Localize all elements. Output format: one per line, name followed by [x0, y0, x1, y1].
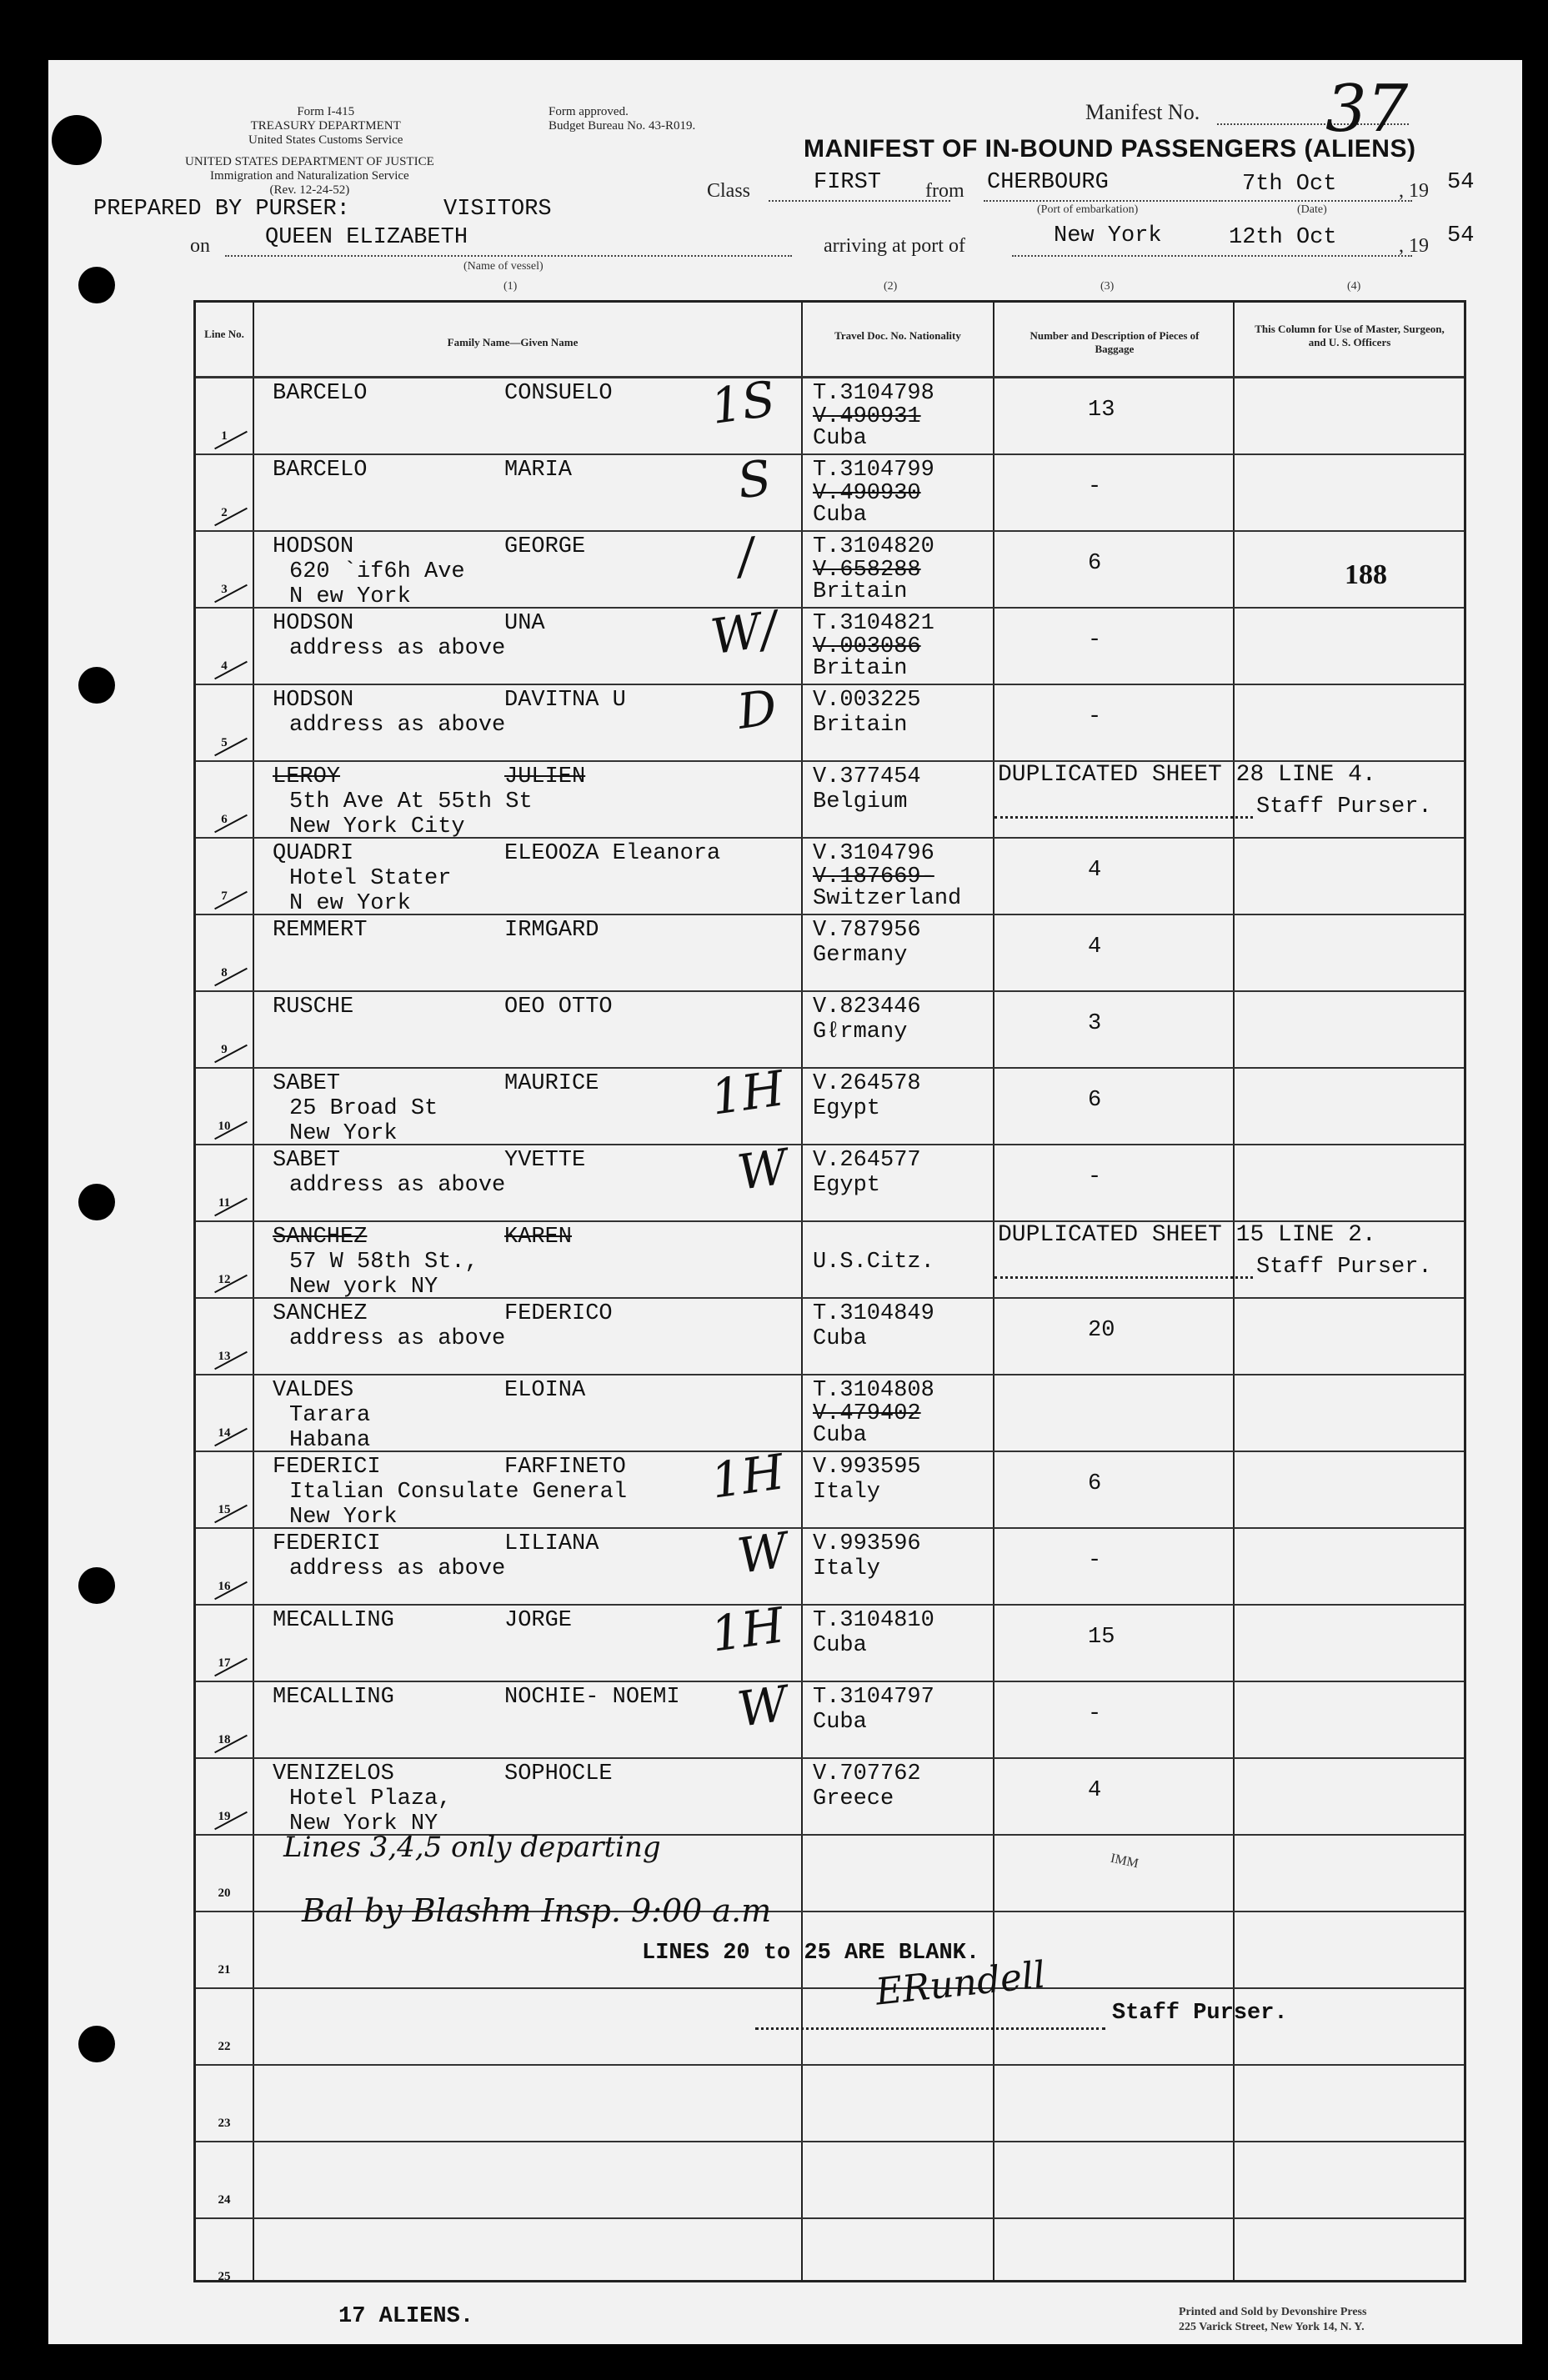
- duplicated-note: DUPLICATED SHEET 28 LINE 4.: [998, 762, 1376, 788]
- baggage-count: 6: [1088, 551, 1102, 576]
- handwritten-mark: W: [734, 1521, 792, 1585]
- header-officers: This Column for Use of Master, Surgeon, and U. S. Officers: [1255, 323, 1445, 348]
- table-row: [196, 1221, 1464, 1298]
- baggage-count: 20: [1088, 1318, 1115, 1343]
- travel-doc-number: V.264577: [813, 1148, 921, 1173]
- table-row: [196, 838, 1464, 914]
- family-name: RUSCHE: [273, 995, 354, 1020]
- table-row: [196, 1060, 1464, 1146]
- treasury-dept: TREASURY DEPARTMENT: [250, 119, 401, 133]
- nationality: Italy: [813, 1480, 881, 1505]
- line-number: 20: [218, 1886, 231, 1900]
- table-row: [196, 1298, 1464, 1375]
- line-number: 15: [218, 1503, 231, 1516]
- family-name: MECALLING: [273, 1685, 394, 1710]
- line-number: 10: [218, 1120, 231, 1133]
- class-label: Class: [707, 180, 751, 202]
- travel-doc-number: T.3104820: [813, 534, 934, 559]
- table-row: [196, 599, 1464, 684]
- address-line: New York: [289, 1121, 398, 1146]
- line-number: 6: [221, 813, 228, 826]
- baggage-count: 4: [1088, 1778, 1102, 1803]
- port-caption: (Port of embarkation): [1037, 203, 1139, 216]
- family-name: MECALLING: [273, 1608, 394, 1633]
- travel-doc-number: V.264578: [813, 1071, 921, 1096]
- header-line-no: Line No.: [204, 328, 244, 340]
- form-number: Form I-415: [297, 105, 355, 118]
- table-row: [196, 1521, 1464, 1605]
- address-line: New York: [289, 1505, 398, 1530]
- table-row: [196, 1758, 1464, 1835]
- given-name: FARFINETO: [504, 1455, 626, 1480]
- printer-line-2: 225 Varick Street, New York 14, N. Y.: [1179, 2321, 1365, 2333]
- arrival-year: 54: [1447, 223, 1475, 248]
- nationality: Cuba: [813, 1710, 867, 1735]
- line-number: 25: [218, 2270, 231, 2283]
- visitors-label: VISITORS: [443, 197, 552, 222]
- handwritten-mark: W/: [707, 599, 781, 666]
- staff-purser-note: Staff Purser.: [1256, 794, 1432, 819]
- line-number: 3: [221, 583, 228, 596]
- punch-hole: [52, 115, 102, 165]
- nationality: Belgium: [813, 789, 908, 814]
- line-number: 9: [221, 1043, 228, 1056]
- year-prefix: , 19: [1399, 180, 1429, 202]
- family-name: HODSON: [273, 688, 354, 713]
- handwritten-mark: D: [734, 679, 781, 740]
- table-row: [196, 1375, 1464, 1451]
- form-approved: Form approved.: [549, 105, 629, 118]
- nationality: Cuba: [813, 426, 867, 451]
- family-name: SABET: [273, 1148, 341, 1173]
- header-name: Family Name—Given Name: [447, 336, 579, 348]
- travel-doc-number: V.490931: [813, 404, 921, 429]
- approval-block: [549, 105, 695, 133]
- given-name: GEORGE: [504, 534, 586, 559]
- family-name: SABET: [273, 1071, 341, 1096]
- travel-doc-number: T.3104808: [813, 1378, 934, 1403]
- line-number: 23: [218, 2117, 231, 2130]
- passenger-table: [193, 300, 1466, 2282]
- given-name: CONSUELO: [504, 381, 613, 406]
- address-line: Hotel Stater: [289, 866, 452, 891]
- table-row: [196, 991, 1464, 1068]
- printer-line-1: Printed and Sold by Devonshire Press: [1179, 2306, 1367, 2318]
- address-line: Italian Consulate General: [289, 1480, 628, 1505]
- handwritten-mark: 1H: [707, 1596, 788, 1663]
- travel-doc-number: V.479402: [813, 1401, 921, 1426]
- address-line: 25 Broad St: [289, 1096, 438, 1121]
- signature-dots: [994, 816, 1253, 819]
- vessel-caption: (Name of vessel): [463, 260, 544, 273]
- rev-line: (Rev. 12-24-52): [269, 183, 350, 197]
- address-line: 5th Ave At 55th St: [289, 789, 533, 814]
- nationality: Britain: [813, 579, 908, 604]
- travel-doc-number: V.787956: [813, 918, 921, 943]
- table-row: [196, 1596, 1464, 1681]
- duplicated-note: DUPLICATED SHEET 15 LINE 2.: [998, 1222, 1376, 1248]
- travel-doc-number: V.187669-: [813, 864, 934, 889]
- class-underline: [769, 200, 950, 202]
- family-name: HODSON: [273, 534, 354, 559]
- travel-doc-number: V.707762: [813, 1761, 921, 1786]
- address-line: New york NY: [289, 1275, 438, 1300]
- header-travel-doc: Travel Doc. No. Nationality: [834, 329, 961, 342]
- handwritten-mark: 1H: [707, 1060, 788, 1126]
- travel-doc-number: V.658288: [813, 558, 921, 583]
- line-number: 4: [221, 659, 228, 673]
- travel-doc-number: V.490930: [813, 481, 921, 506]
- port-underline: [984, 200, 1217, 202]
- address-line: address as above: [289, 713, 506, 738]
- vessel-name: QUEEN ELIZABETH: [265, 225, 468, 250]
- line-number: 1: [221, 429, 228, 443]
- arrival-underline: [1012, 255, 1412, 257]
- handwritten-mark: /: [734, 526, 759, 586]
- table-row: [196, 448, 1464, 531]
- travel-doc-number: T.3104798: [813, 381, 934, 406]
- table-row: [196, 1675, 1464, 1758]
- prepared-by-label: PREPARED BY PURSER:: [93, 197, 350, 222]
- given-name: MARIA: [504, 458, 573, 483]
- vessel-underline: [225, 255, 792, 257]
- address-line: Habana: [289, 1428, 371, 1453]
- baggage-count: 4: [1088, 858, 1102, 883]
- address-line: N ew York: [289, 891, 411, 916]
- line-number: 7: [221, 889, 228, 903]
- line-number: 16: [218, 1580, 231, 1593]
- nationality: Gℓrmany: [813, 1020, 908, 1045]
- date-caption: (Date): [1297, 203, 1327, 216]
- blank-lines-note: LINES 20 to 25 ARE BLANK.: [642, 1941, 980, 1966]
- travel-doc-number: T.3104810: [813, 1608, 934, 1633]
- line-number: 22: [218, 2040, 231, 2053]
- given-name: YVETTE: [504, 1148, 586, 1173]
- travel-doc-number: V.003225: [813, 688, 921, 713]
- arrival-date: 12th Oct: [1229, 225, 1337, 250]
- table-row: [196, 1443, 1464, 1530]
- nationality: Greece: [813, 1786, 894, 1811]
- baggage-count: 15: [1088, 1625, 1115, 1650]
- signature-dots: [755, 2027, 1105, 2030]
- nationality: Germany: [813, 943, 908, 968]
- form-id-block: [248, 105, 403, 148]
- table-row: [196, 761, 1464, 838]
- arriving-label: arriving at port of: [824, 235, 965, 257]
- travel-doc-number: V.3104796: [813, 841, 934, 866]
- nationality: Cuba: [813, 1326, 867, 1351]
- nationality: Egypt: [813, 1096, 881, 1121]
- col-num-4: (4): [1347, 280, 1361, 293]
- given-name: IRMGARD: [504, 918, 599, 943]
- punch-hole: [78, 667, 115, 704]
- line-number: 5: [221, 736, 228, 749]
- given-name: DAVITNA U: [504, 688, 626, 713]
- date-underline: [1219, 200, 1412, 202]
- table-row: [196, 2065, 1464, 2142]
- family-name: VENIZELOS: [273, 1761, 394, 1786]
- line-number: 19: [218, 1810, 231, 1823]
- customs-service: United States Customs Service: [248, 133, 403, 147]
- page-title: MANIFEST OF IN-BOUND PASSENGERS (ALIENS): [804, 135, 1416, 163]
- aliens-count: 17 ALIENS.: [338, 2304, 474, 2329]
- family-name: REMMERT: [273, 918, 368, 943]
- col-num-2: (2): [884, 280, 898, 293]
- nationality: Cuba: [813, 1633, 867, 1658]
- staff-purser-note: Staff Purser.: [1256, 1255, 1432, 1280]
- travel-doc-number: T.3104799: [813, 458, 934, 483]
- col-num-1: (1): [503, 280, 518, 293]
- arrival-port: New York: [1054, 223, 1162, 248]
- address-line: address as above: [289, 1326, 506, 1351]
- line-number: 2: [221, 506, 228, 519]
- table-row: [196, 2218, 1464, 2295]
- handwritten-mark: W: [734, 1675, 792, 1738]
- table-row: [196, 526, 1464, 609]
- line-number: 18: [218, 1733, 231, 1746]
- travel-doc-number: V.003086: [813, 634, 921, 659]
- doj-block: [185, 155, 434, 198]
- travel-doc-number: T.3104821: [813, 611, 934, 636]
- family-name: QUADRI: [273, 841, 354, 866]
- address-line: Tarara: [289, 1403, 371, 1428]
- given-name: OEO OTTO: [504, 995, 613, 1020]
- signature-dots: [994, 1276, 1253, 1279]
- baggage-count: 6: [1088, 1471, 1102, 1496]
- given-name: KAREN: [504, 1225, 573, 1250]
- nationality: U.S.Citz.: [813, 1250, 934, 1275]
- baggage-count: -: [1088, 1548, 1102, 1573]
- table-row: [196, 369, 1464, 454]
- handwritten-mark: 1S: [707, 369, 779, 436]
- nationality: Egypt: [813, 1173, 881, 1198]
- given-name: NOCHIE- NOEMI: [504, 1685, 680, 1710]
- on-label: on: [190, 235, 210, 257]
- nationality: Italy: [813, 1556, 881, 1581]
- given-name: SOPHOCLE: [504, 1761, 613, 1786]
- embarkation-date: 7th Oct: [1242, 172, 1337, 197]
- family-name: VALDES: [273, 1378, 354, 1403]
- address-line: 620 `if6h Ave: [289, 559, 465, 584]
- handwritten-mark: S: [734, 448, 775, 510]
- punch-hole: [78, 267, 115, 303]
- travel-doc-number: V.993595: [813, 1455, 921, 1480]
- handwritten-note-lines: Lines 3,4,5 only departing: [283, 1831, 661, 1864]
- table-row: [196, 679, 1464, 761]
- table-body: [196, 369, 1464, 2283]
- baggage-count: 6: [1088, 1088, 1102, 1113]
- nationality: Cuba: [813, 503, 867, 528]
- purser-signature: ERundell: [873, 1953, 1048, 2014]
- ins-line: Immigration and Naturalization Service: [210, 169, 409, 183]
- given-name: ELEOOZA Eleanora: [504, 841, 721, 866]
- baggage-count: -: [1088, 474, 1102, 499]
- travel-doc-number: V.993596: [813, 1531, 921, 1556]
- address-line: address as above: [289, 1556, 506, 1581]
- handwritten-mark: 1H: [707, 1443, 788, 1510]
- table-row: [196, 2142, 1464, 2218]
- budget-bureau: Budget Bureau No. 43-R019.: [549, 119, 696, 133]
- col-num-3: (3): [1100, 280, 1115, 293]
- family-name: SANCHEZ: [273, 1225, 368, 1250]
- address-line: address as above: [289, 1173, 506, 1198]
- travel-doc-number: V.377454: [813, 764, 921, 789]
- officer-note: 188: [1345, 559, 1387, 590]
- family-name: FEDERICI: [273, 1455, 381, 1480]
- line-number: 11: [218, 1196, 231, 1210]
- family-name: HODSON: [273, 611, 354, 636]
- given-name: ELOINA: [504, 1378, 586, 1403]
- handwritten-mark: W: [734, 1138, 792, 1201]
- table-row: [196, 1138, 1464, 1221]
- line-number: 12: [218, 1273, 231, 1286]
- address-line: N ew York: [289, 584, 411, 609]
- address-line: Hotel Plaza,: [289, 1786, 452, 1811]
- header-baggage: Number and Description of Pieces of Baggage: [1029, 329, 1200, 355]
- table-row: [196, 914, 1464, 991]
- baggage-count: -: [1088, 704, 1102, 729]
- doj-line: UNITED STATES DEPARTMENT OF JUSTICE: [185, 155, 434, 168]
- baggage-count: 4: [1088, 934, 1102, 960]
- given-name: FEDERICO: [504, 1301, 613, 1326]
- punch-hole: [78, 1184, 115, 1220]
- family-name: BARCELO: [273, 458, 368, 483]
- port-of-embarkation: CHERBOURG: [987, 170, 1109, 195]
- family-name: BARCELO: [273, 381, 368, 406]
- nationality: Switzerland: [813, 886, 962, 911]
- address-line: 57 W 58th St.,: [289, 1250, 478, 1275]
- travel-doc-number: T.3104849: [813, 1301, 934, 1326]
- imm-stamp: IMM: [1109, 1851, 1140, 1871]
- address-line: New York City: [289, 814, 465, 839]
- nationality: Cuba: [813, 1423, 867, 1448]
- punch-hole: [78, 1567, 115, 1604]
- given-name: JULIEN: [504, 764, 586, 789]
- line-number: 14: [218, 1426, 231, 1440]
- line-number: 8: [221, 966, 228, 980]
- travel-doc-number: V.823446: [813, 995, 921, 1020]
- manifest-no-label: Manifest No.: [1085, 100, 1200, 124]
- handwritten-note-inspection: Bal by Blashm Insp. 9:00 a.m: [302, 1892, 772, 1929]
- punch-hole: [78, 2026, 115, 2062]
- baggage-count: 3: [1088, 1011, 1102, 1036]
- line-number: 17: [218, 1656, 231, 1670]
- class-value: FIRST: [814, 170, 882, 195]
- given-name: MAURICE: [504, 1071, 599, 1096]
- given-name: UNA: [504, 611, 545, 636]
- baggage-count: -: [1088, 1701, 1102, 1726]
- line-number: 24: [218, 2193, 231, 2207]
- baggage-count: 13: [1088, 398, 1115, 423]
- embarkation-year: 54: [1447, 170, 1475, 195]
- nationality: Britain: [813, 713, 908, 738]
- address-line: address as above: [289, 636, 506, 661]
- table-row: [196, 1988, 1464, 2065]
- address-line: New York NY: [289, 1811, 438, 1836]
- from-label: from: [925, 180, 964, 202]
- given-name: JORGE: [504, 1608, 573, 1633]
- family-name: LEROY: [273, 764, 341, 789]
- travel-doc-number: T.3104797: [813, 1685, 934, 1710]
- given-name: LILIANA: [504, 1531, 599, 1556]
- line-number: 13: [218, 1350, 231, 1363]
- line-number: 21: [218, 1963, 231, 1977]
- nationality: Britain: [813, 656, 908, 681]
- family-name: SANCHEZ: [273, 1301, 368, 1326]
- baggage-count: -: [1088, 1165, 1102, 1190]
- staff-purser-label: Staff Purser.: [1112, 2001, 1288, 2026]
- year-prefix: , 19: [1399, 235, 1429, 257]
- family-name: FEDERICI: [273, 1531, 381, 1556]
- baggage-count: -: [1088, 628, 1102, 653]
- manifest-number: 37: [1325, 72, 1409, 147]
